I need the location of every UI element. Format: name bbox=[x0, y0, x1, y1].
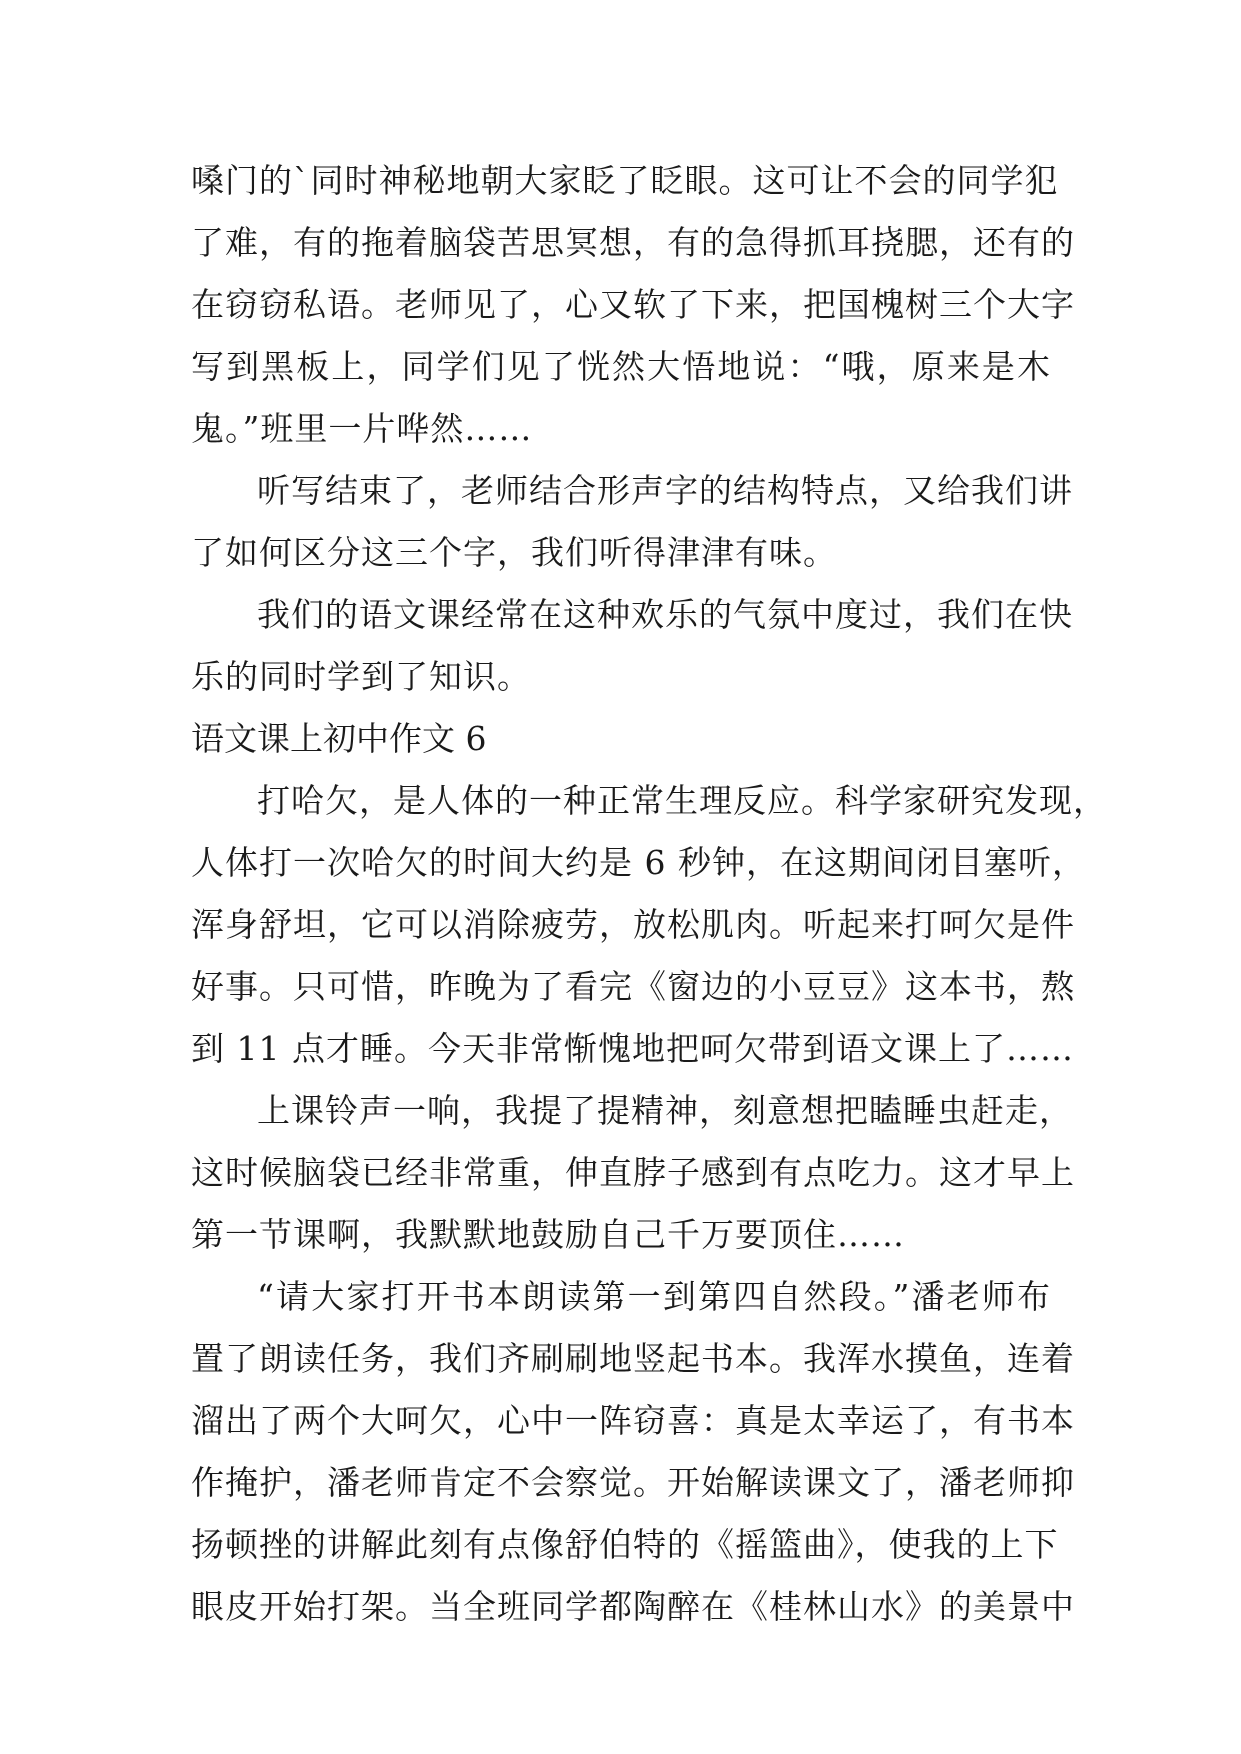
text-line: 写到黑板上，同学们见了恍然大悟地说：“哦，原来是木 bbox=[191, 347, 1051, 386]
text-line: 了难，有的拖着脑袋苦思冥想，有的急得抓耳挠腮，还有的 bbox=[191, 223, 1075, 262]
paragraph-first-line: 我们的语文课经常在这种欢乐的气氛中度过，我们在快 bbox=[257, 595, 1073, 634]
paragraph-first-line: 上课铃声一响，我提了提精神，刻意想把瞌睡虫赶走， bbox=[257, 1091, 1073, 1130]
text-line: 置了朗读任务，我们齐刷刷地竖起书本。我浑水摸鱼，连着 bbox=[191, 1339, 1075, 1378]
text-line: 鬼。”班里一片哗然…… bbox=[191, 409, 533, 448]
text-line: 这时候脑袋已经非常重，伸直脖子感到有点吃力。这才早上 bbox=[191, 1153, 1075, 1192]
text-line: 浑身舒坦，它可以消除疲劳，放松肌肉。听起来打呵欠是件 bbox=[191, 905, 1075, 944]
text-line: 了如何区分这三个字，我们听得津津有味。 bbox=[191, 533, 837, 572]
section-heading: 语文课上初中作文 6 bbox=[191, 719, 487, 758]
text-line: 乐的同时学到了知识。 bbox=[191, 657, 531, 696]
text-line: 眼皮开始打架。当全班同学都陶醉在《桂林山水》的美景中 bbox=[191, 1587, 1075, 1626]
text-line: 溜出了两个大呵欠，心中一阵窃喜：真是太幸运了，有书本 bbox=[191, 1401, 1075, 1440]
document-page bbox=[191, 150, 1107, 1638]
text-line: 人体打一次哈欠的时间大约是 6 秒钟，在这期间闭目塞听， bbox=[191, 843, 1086, 882]
paragraph-first-line: 打哈欠，是人体的一种正常生理反应。科学家研究发现， bbox=[257, 781, 1107, 820]
text-line: 作掩护，潘老师肯定不会察觉。开始解读课文了，潘老师抑 bbox=[191, 1463, 1075, 1502]
paragraph-first-line: 听写结束了，老师结合形声字的结构特点，又给我们讲 bbox=[257, 471, 1073, 510]
text-line: 扬顿挫的讲解此刻有点像舒伯特的《摇篮曲》，使我的上下 bbox=[191, 1525, 1059, 1564]
text-line: 好事。只可惜，昨晚为了看完《窗边的小豆豆》这本书，熬 bbox=[191, 967, 1075, 1006]
text-line: 在窃窃私语。老师见了，心又软了下来，把国槐树三个大字 bbox=[191, 285, 1075, 324]
paragraph-first-line: “请大家打开书本朗读第一到第四自然段。”潘老师布 bbox=[257, 1277, 1051, 1316]
text-line: 第一节课啊，我默默地鼓励自己千万要顶住…… bbox=[191, 1215, 905, 1254]
text-line: 嗓门的`同时神秘地朝大家眨了眨眼。这可让不会的同学犯 bbox=[191, 161, 1059, 200]
text-line: 到 11 点才睡。今天非常惭愧地把呵欠带到语文课上了…… bbox=[191, 1029, 1074, 1068]
